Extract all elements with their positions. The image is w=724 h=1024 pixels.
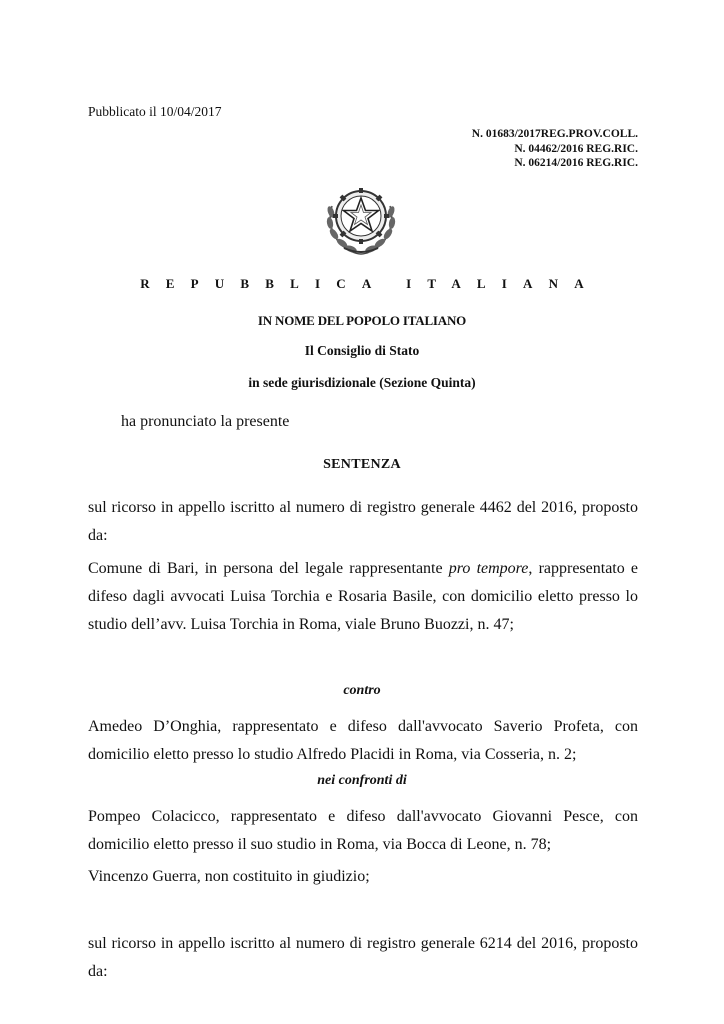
in-nome-heading: IN NOME DEL POPOLO ITALIANO (257, 313, 467, 328)
appeal-paragraph-2: sul ricorso in appello iscritto al numero di registro generale 6214 del 2016, proposto da: (88, 935, 638, 980)
publication-date: Pubblicato il 10/04/2017 (88, 104, 222, 119)
appeal-paragraph-1: sul ricorso in appello iscritto al numero di registro generale 4462 del 2016, proposto da: (88, 499, 638, 544)
appellant-text-end: , rappresentato e difeso dagli avvocati Luisa Torchia e Rosaria Basile, con domicilio eletto presso lo studio dell’avv. Luisa Torchia in Roma, viale Bruno Buozzi, n. 47; (88, 560, 639, 633)
registry-number: N. 04462/2016 REG.RIC. (514, 142, 638, 155)
contro-heading: contro (343, 683, 381, 698)
counterparty-paragraph: Pompeo Colacicco, rappresentato e difeso dall'avvocato Giovanni Pesce, con domicilio eletto presso il suo studio in Roma, via Bocca di Leone, n. 78; (88, 808, 638, 853)
respondent-paragraph: Amedeo D’Onghia, rappresentato e difeso dall'avvocato Saverio Profeta, con domicilio eletto presso lo studio Alfredo Placidi in Roma, via Cosseria, n. 2; (88, 718, 638, 763)
court-name: Il Consiglio di Stato (304, 343, 420, 358)
registry-number: N. 01683/2017REG.PROV.COLL. (471, 128, 638, 140)
sentenza-heading: SENTENZA (323, 457, 401, 472)
non-costituito-paragraph: Vincenzo Guerra, non costituito in giudizio; (88, 868, 370, 885)
registry-numbers (472, 127, 638, 171)
pronounced-line: ha pronunciato la presente (121, 413, 290, 430)
appellant-text-start: Comune di Bari, in persona del legale rappresentante (88, 560, 449, 577)
nei-confronti-heading: nei confronti di (317, 773, 407, 788)
pro-tempore-text: pro tempore (448, 560, 529, 577)
republic-heading: REPUBBLICA ITALIANA (140, 276, 600, 291)
appellant-paragraph (88, 555, 638, 639)
italian-republic-emblem-icon (318, 176, 404, 258)
registry-number: N. 06214/2016 REG.RIC. (514, 157, 638, 169)
court-section: in sede giurisdizionale (Sezione Quinta) (248, 375, 476, 390)
